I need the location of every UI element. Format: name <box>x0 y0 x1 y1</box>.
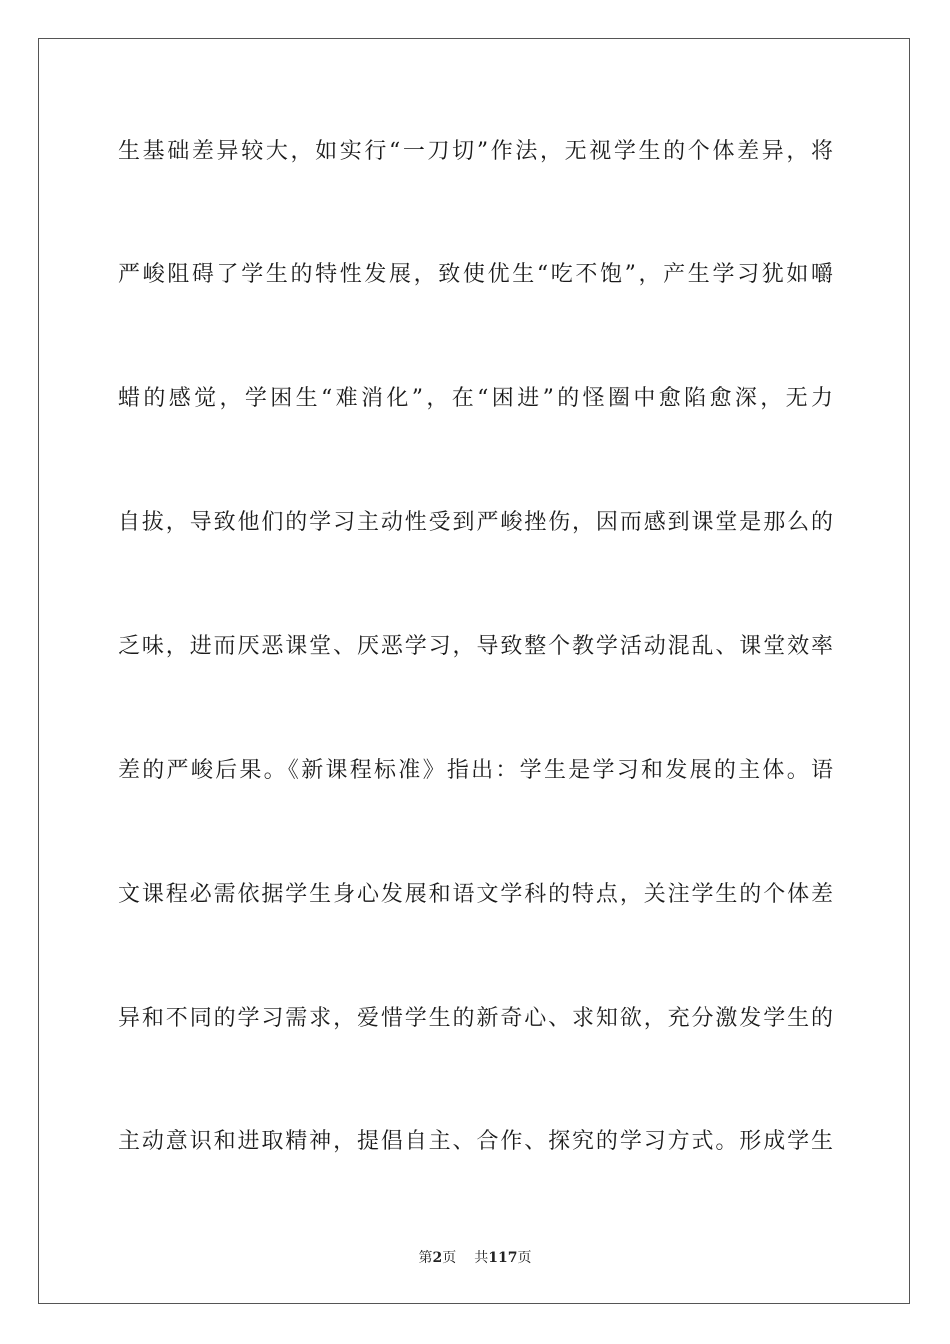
total-prefix: 共 <box>474 1250 489 1266</box>
text-line: 主动意识和进取精神，提倡自主、合作、探究的学习方式。形成学生 <box>118 1129 834 1154</box>
page-footer <box>0 1248 950 1268</box>
text-line: 差的严峻后果。《新课程标准》指出：学生是学习和发展的主体。语 <box>118 758 834 783</box>
text-line: 文课程必需依据学生身心发展和语文学科的特点，关注学生的个体差 <box>118 882 834 907</box>
total-pages: 117 <box>488 1250 518 1266</box>
text-line: 自拔，导致他们的学习主动性受到严峻挫伤，因而感到课堂是那么的 <box>118 510 834 535</box>
page-suffix: 页 <box>442 1250 457 1266</box>
page-number: 2 <box>432 1250 443 1266</box>
text-line: 乏味，进而厌恶课堂、厌恶学习，导致整个教学活动混乱、课堂效率 <box>118 634 834 659</box>
text-line: 异和不同的学习需求，爱惜学生的新奇心、求知欲，充分激发学生的 <box>118 1006 834 1031</box>
page-prefix: 第 <box>418 1250 433 1266</box>
text-line: 蜡的感觉，学困生“难消化”，在“困进”的怪圈中愈陷愈深，无力 <box>118 386 834 411</box>
text-line: 严峻阻碍了学生的特性发展，致使优生“吃不饱”，产生学习犹如嚼 <box>118 262 834 287</box>
text-line: 生基础差异较大，如实行“一刀切”作法，无视学生的个体差异，将 <box>118 139 834 164</box>
total-suffix: 页 <box>517 1250 532 1266</box>
page-border <box>38 38 910 1304</box>
